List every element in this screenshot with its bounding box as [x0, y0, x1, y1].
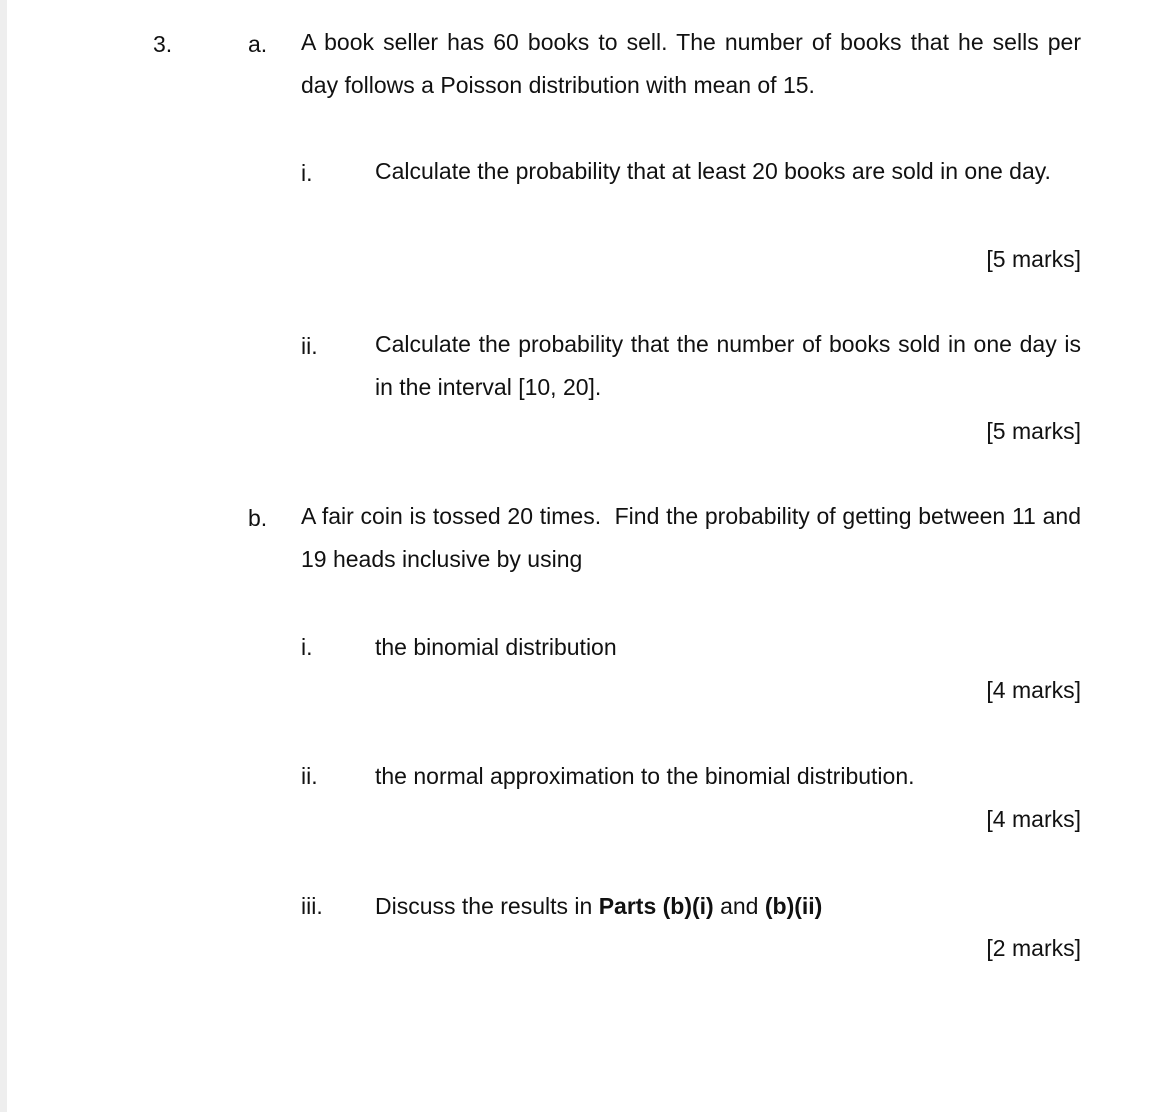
part-a-stem: A book seller has 60 books to sell. The number of books that he sells per day follows a Poisson distribution with mean of 15. [301, 29, 1081, 98]
page-left-edge [0, 0, 7, 1112]
part-b-stem: A fair coin is tossed 20 times. Find the probability of getting between 11 and 19 heads inclusive by using [301, 503, 1088, 572]
part-b-ii-marks: [4 marks] [986, 806, 1081, 832]
part-a-ii-label: ii. [301, 333, 318, 359]
part-b-iii-text-middle: and [713, 893, 765, 919]
part-b-i-label: i. [301, 634, 313, 660]
part-b-iii-ref-2: (b)(ii) [764, 893, 823, 919]
part-a-i-text: Calculate the probability that at least 20 books are sold in one day. [375, 158, 1051, 184]
part-a-label: a. [248, 31, 268, 57]
part-b-ii-label: ii. [301, 763, 318, 789]
part-b-ii-text: the normal approximation to the binomial distribution. [375, 763, 915, 789]
part-b-iii-marks: [2 marks] [986, 935, 1081, 961]
question-number: 3. [153, 31, 173, 57]
part-a-i-marks: [5 marks] [986, 246, 1081, 272]
part-b-iii-text [375, 893, 822, 920]
part-b-i-marks: [4 marks] [986, 677, 1081, 703]
part-b-label: b. [248, 505, 268, 531]
part-b-i-text: the binomial distribution [375, 634, 617, 660]
part-a-ii-marks: [5 marks] [986, 418, 1081, 444]
part-a-ii-text: Calculate the probability that the number of books sold in one day is in the interval [10, 20]. [375, 331, 1081, 400]
part-b-iii-label: iii. [301, 893, 323, 919]
part-b-iii-text-before: Discuss the results in [375, 893, 599, 919]
part-a-i-label: i. [301, 160, 313, 186]
part-b-iii-ref-1: Parts (b)(i) [598, 893, 714, 919]
